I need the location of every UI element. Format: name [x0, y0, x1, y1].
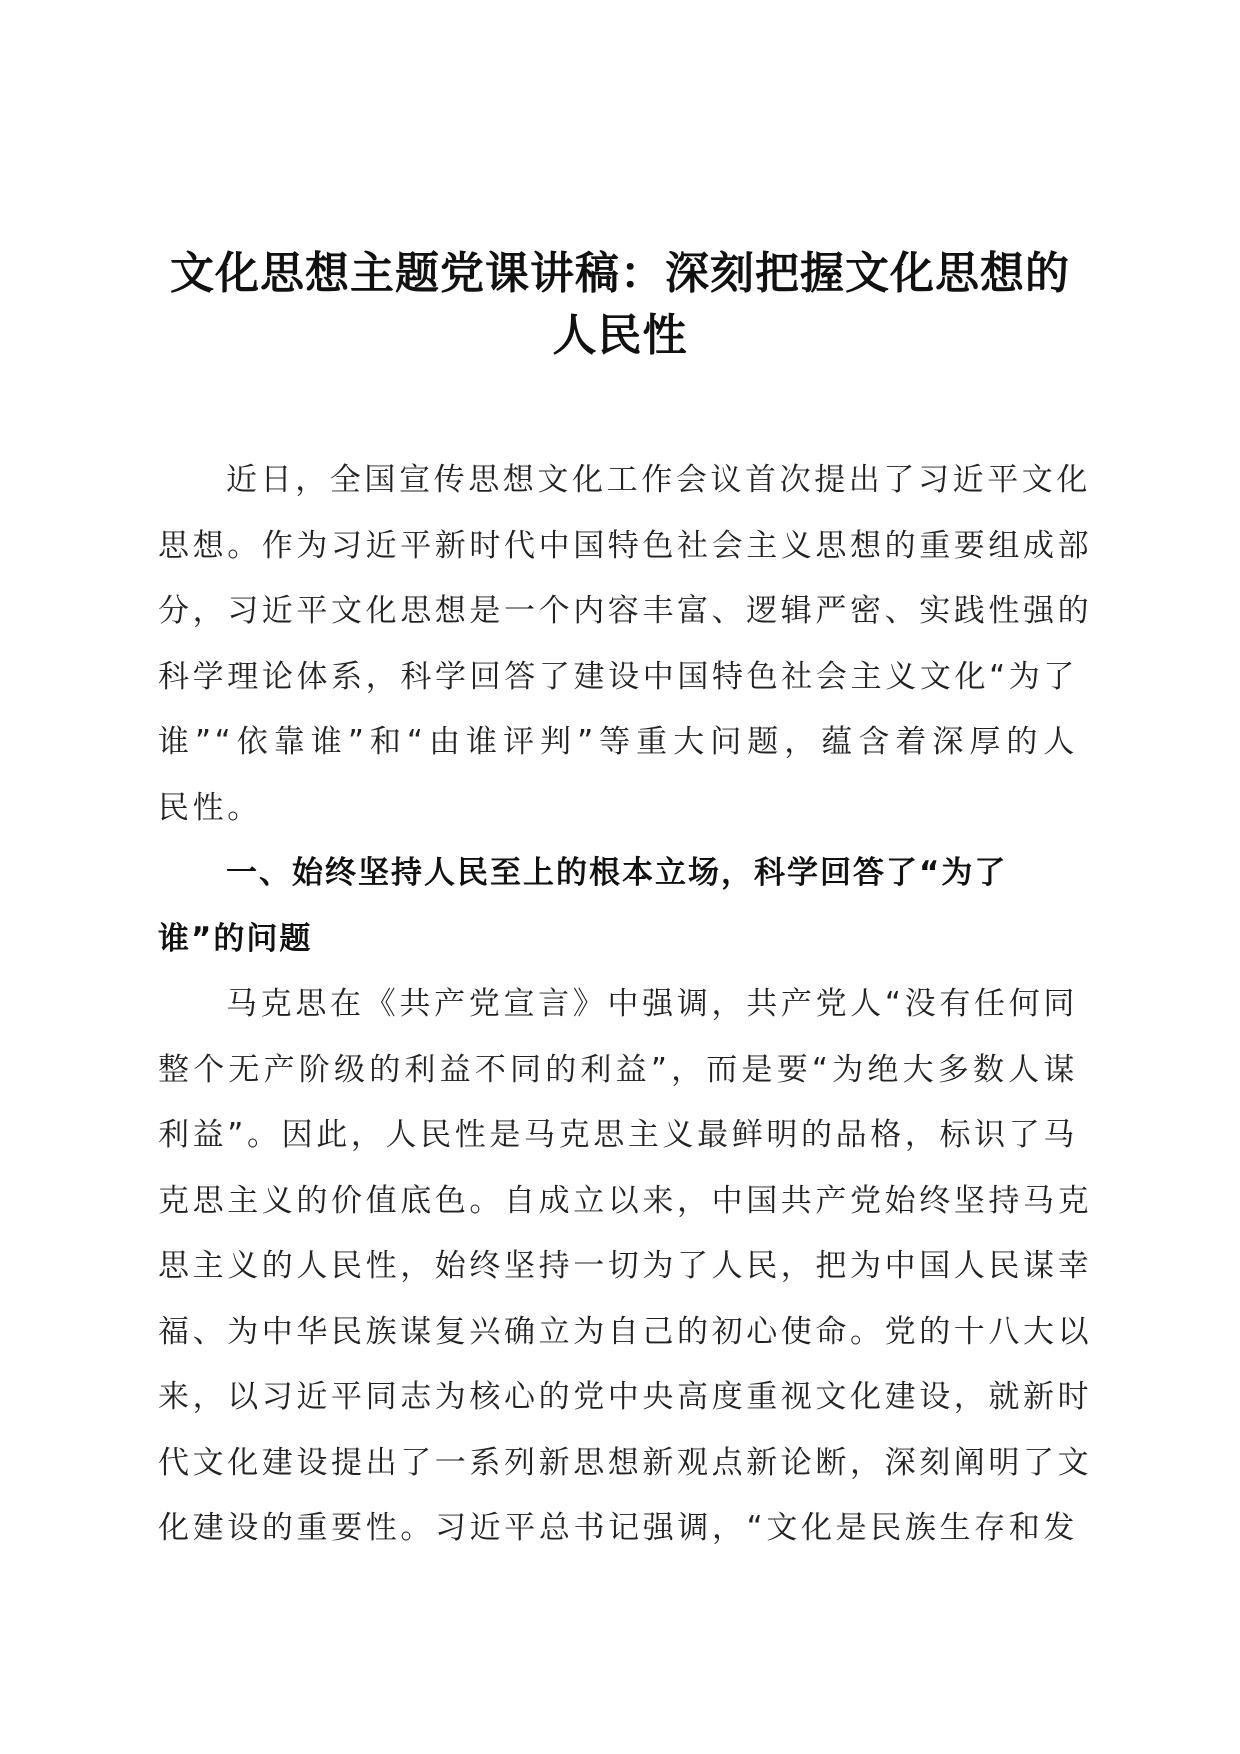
paragraph-section-1 — [158, 972, 1093, 1562]
text-line: 近日，全国宣传思想文化工作会议首次提出了习近平文化 — [226, 462, 1091, 498]
text-line: 代文化建设提出了一系列新思想新观点新论断，深刻阐明了文 — [158, 1444, 1093, 1481]
heading-line: 一、始终坚持人民至上的根本立场，科学回答了“为了 — [226, 855, 1008, 891]
text-line: 马克思在《共产党宣言》中强调，共产党人“没有任何同 — [226, 986, 1078, 1022]
text-line: 分，习近平文化思想是一个内容丰富、逻辑严密、实践性强的 — [158, 593, 1093, 629]
heading-line: 谁”的问题 — [158, 920, 313, 957]
text-line: 谁”“依靠谁”和“由谁评判”等重大问题，蕴含着深厚的人 — [158, 724, 1078, 760]
section-heading — [158, 841, 1078, 972]
document-title — [140, 243, 1100, 367]
paragraph-intro — [158, 448, 1093, 841]
text-line: 科学理论体系，科学回答了建设中国特色社会主义文化“为了 — [158, 658, 1078, 695]
text-line: 整个无产阶级的利益不同的利益”，而是要“为绝大多数人谋 — [158, 1051, 1078, 1088]
text-line: 思想。作为习近平新时代中国特色社会主义思想的重要组成部 — [158, 527, 1093, 564]
text-line: 来，以习近平同志为核心的党中央高度重视文化建设，就新时 — [158, 1379, 1093, 1415]
document-body — [158, 448, 1093, 1562]
title-line: 人民性 — [552, 310, 688, 361]
title-line: 文化思想主题党课讲稿：深刻把握文化思想的 — [170, 248, 1070, 299]
text-line: 利益”。因此，人民性是马克思主义最鲜明的品格，标识了马 — [158, 1117, 1078, 1153]
text-line: 克思主义的价值底色。自成立以来，中国共产党始终坚持马克 — [158, 1182, 1093, 1219]
text-line: 思主义的人民性，始终坚持一切为了人民，把为中国人民谋幸 — [158, 1248, 1093, 1284]
text-line: 福、为中华民族谋复兴确立为自己的初心使命。党的十八大以 — [158, 1313, 1093, 1350]
text-line: 化建设的重要性。习近平总书记强调，“文化是民族生存和发 — [158, 1510, 1078, 1546]
text-line: 民性。 — [158, 789, 262, 826]
